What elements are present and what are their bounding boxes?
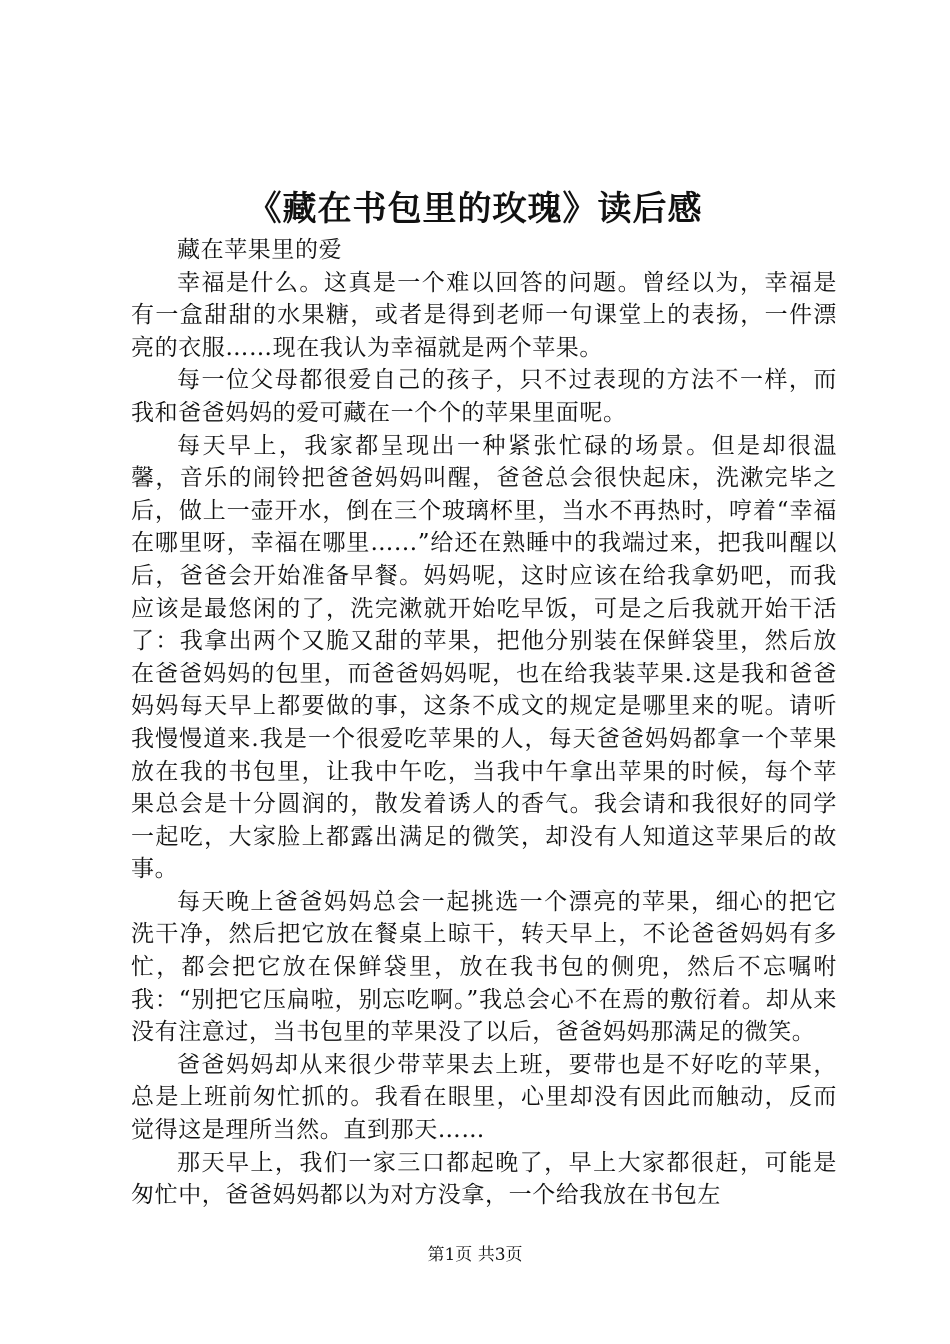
document-body	[131, 234, 837, 1212]
page-number-footer: 第1页 共3页	[427, 1245, 523, 1265]
paragraph: 幸福是什么。这真是一个难以回答的问题。曾经以为，幸福是有一盒甜甜的水果糖，或者是得到老师一句课堂上的表扬，一件漂亮的衣服……现在我认为幸福就是两个苹果。	[131, 269, 837, 361]
paragraph: 每天早上，我家都呈现出一种紧张忙碌的场景。但是却很温馨，音乐的闹铃把爸爸妈妈叫醒，爸爸总会很快起床，洗漱完毕之后，做上一壶开水，倒在三个玻璃杯里，当水不再热时，哼着“幸福在哪里呀，幸福在哪里…...”给还在熟睡中的我端过来，把我叫醒以后，爸爸会开始准备早餐。妈妈呢，这时应该在给我拿奶吧，而我应该是最悠闲的了，洗完漱就开始吃早饭，可是之后我就开始干活了：我拿出两个又脆又甜的苹果，把他分别装在保鲜袋里，然后放在爸爸妈妈的包里，而爸爸妈妈呢，也在给我装苹果.这是我和爸爸妈妈每天早上都要做的事，这条不成文的规定是哪里来的呢。请听我慢慢道来.我是一个很爱吃苹果的人，每天爸爸妈妈都拿一个苹果放在我的书包里，让我中午吃，当我中午拿出苹果的时候，每个苹果总会是十分圆润的，散发着诱人的香气。我会请和我很好的同学一起吃，大家脸上都露出满足的微笑，却没有人知道这苹果后的故事。	[131, 432, 837, 883]
paragraph: 那天早上，我们一家三口都起晚了，早上大家都很赶，可能是匆忙中，爸爸妈妈都以为对方没拿，一个给我放在书包左	[131, 1149, 837, 1209]
paragraph: 每一位父母都很爱自己的孩子，只不过表现的方法不一样，而我和爸爸妈妈的爱可藏在一个个的苹果里面呢。	[131, 367, 837, 426]
paragraph: 每天晚上爸爸妈妈总会一起挑选一个漂亮的苹果，细心的把它洗干净，然后把它放在餐桌上晾干，转天早上，不论爸爸妈妈有多忙，都会把它放在保鲜袋里，放在我书包的侧兜，然后不忘嘱咐我：“别把它压扁啦，别忘吃啊。”我总会心不在焉的敷衍着。却从来没有注意过，当书包里的苹果没了以后，爸爸妈妈那满足的微笑。	[131, 888, 837, 1046]
document-title: 《藏在书包里的玫瑰》读后感	[247, 189, 703, 229]
paragraph-subtitle: 藏在苹果里的爱	[177, 237, 343, 263]
paragraph: 爸爸妈妈却从来很少带苹果去上班，要带也是不好吃的苹果，总是上班前匆忙抓的。我看在眼里，心里却没有因此而触动，反而觉得这是理所当然。直到那天……	[131, 1051, 837, 1144]
